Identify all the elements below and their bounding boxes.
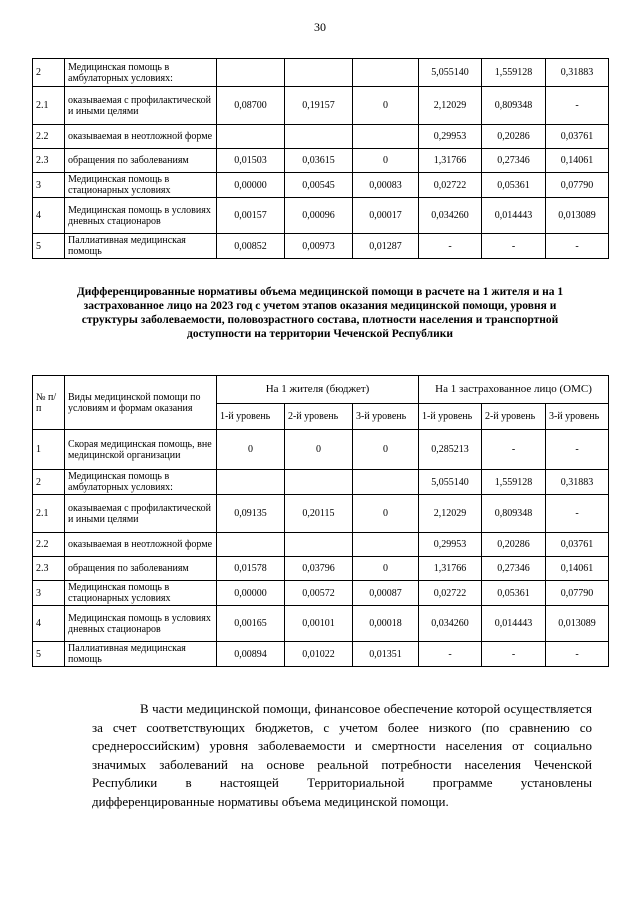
budget-level-2-cell: 0,00096	[285, 198, 353, 234]
oms-level-2-cell: -	[482, 234, 546, 259]
budget-level-1-cell: 0,00000	[217, 173, 285, 198]
care-type-cell: оказываемая в неотложной форме	[65, 125, 217, 149]
table-continuation-body	[33, 59, 609, 259]
table-row	[33, 198, 609, 234]
budget-level-1-cell	[217, 533, 285, 557]
budget-level-1-cell: 0,09135	[217, 495, 285, 533]
budget-level-3-cell: 0	[353, 495, 419, 533]
care-type-cell: оказываемая с профилактической и иными целями	[65, 87, 217, 125]
oms-level-3-cell: 0,07790	[546, 581, 609, 606]
oms-level-1-cell: 2,12029	[419, 87, 482, 125]
budget-level-3-cell: 0,01287	[353, 234, 419, 259]
header-level: 2-й уровень	[482, 404, 546, 430]
table-row	[33, 642, 609, 667]
budget-level-1-cell	[217, 125, 285, 149]
care-type-cell: обращения по заболеваниям	[65, 557, 217, 581]
budget-level-3-cell	[353, 533, 419, 557]
budget-level-2-cell: 0,19157	[285, 87, 353, 125]
row-number-cell: 1	[33, 430, 65, 470]
oms-level-1-cell: 1,31766	[419, 149, 482, 173]
oms-level-2-cell: 0,20286	[482, 125, 546, 149]
budget-level-3-cell: 0,00087	[353, 581, 419, 606]
budget-level-3-cell: 0,00017	[353, 198, 419, 234]
oms-level-1-cell: 0,034260	[419, 198, 482, 234]
oms-level-2-cell: 0,014443	[482, 198, 546, 234]
oms-level-3-cell: 0,03761	[546, 125, 609, 149]
oms-level-2-cell: 0,014443	[482, 606, 546, 642]
header-care-types: Виды медицинской помощи по условиям и формам оказания	[65, 376, 217, 430]
care-type-cell: оказываемая в неотложной форме	[65, 533, 217, 557]
oms-level-3-cell: -	[546, 234, 609, 259]
body-paragraph: В части медицинской помощи, финансовое обеспечение которой осуществляется за счет соответствующих бюджетов, с учетом более низкого (по сравнению со среднероссийским) уровня заболеваемости и смертности населения от социально значимых заболеваний на основе реальной потребности населения Чеченской Республики в настоящей Территориальной программе установлены дифференцированные нормативы объема медицинской помощи.	[92, 701, 592, 809]
budget-level-3-cell	[353, 125, 419, 149]
budget-level-1-cell: 0,01578	[217, 557, 285, 581]
header-group-budget: На 1 жителя (бюджет)	[217, 376, 419, 404]
oms-level-2-cell: 1,559128	[482, 59, 546, 87]
section-heading: Дифференцированные нормативы объема медицинской помощи в расчете на 1 жителя и на 1 застрахованное лицо на 2023 год с учетом этапов оказания медицинской помощи, уровня и структуры заболеваемости, половозрастного состава, плотности населения и транспортной доступности на территории Чеченской Республики	[76, 286, 564, 340]
oms-level-3-cell: -	[546, 87, 609, 125]
header-level: 3-й уровень	[546, 404, 609, 430]
care-type-cell: Медицинская помощь в стационарных условиях	[65, 173, 217, 198]
oms-level-2-cell: 0,27346	[482, 557, 546, 581]
row-number-cell: 3	[33, 173, 65, 198]
oms-level-1-cell: 0,02722	[419, 581, 482, 606]
row-number-cell: 2.3	[33, 557, 65, 581]
row-number-cell: 4	[33, 606, 65, 642]
oms-level-3-cell: 0,14061	[546, 557, 609, 581]
oms-level-3-cell: 0,31883	[546, 470, 609, 495]
oms-level-3-cell: 0,07790	[546, 173, 609, 198]
oms-level-1-cell: -	[419, 234, 482, 259]
care-type-cell: Паллиативная медицинская помощь	[65, 642, 217, 667]
care-type-cell: Медицинская помощь в амбулаторных условиях:	[65, 470, 217, 495]
table-continuation	[32, 58, 609, 259]
oms-level-3-cell: -	[546, 495, 609, 533]
row-number-cell: 2	[33, 470, 65, 495]
oms-level-2-cell: 1,559128	[482, 470, 546, 495]
table-row	[33, 59, 609, 87]
row-number-cell: 2	[33, 59, 65, 87]
oms-level-1-cell: 1,31766	[419, 557, 482, 581]
header-level: 3-й уровень	[353, 404, 419, 430]
budget-level-3-cell: 0	[353, 87, 419, 125]
oms-level-2-cell: -	[482, 642, 546, 667]
table-row	[33, 581, 609, 606]
budget-level-3-cell: 0	[353, 557, 419, 581]
oms-level-1-cell: 0,034260	[419, 606, 482, 642]
care-type-cell: Медицинская помощь в амбулаторных условиях:	[65, 59, 217, 87]
care-type-cell: оказываемая с профилактической и иными целями	[65, 495, 217, 533]
budget-level-2-cell	[285, 470, 353, 495]
budget-level-2-cell: 0,00545	[285, 173, 353, 198]
care-type-cell: Скорая медицинская помощь, вне медицинской организации	[65, 430, 217, 470]
table-row	[33, 430, 609, 470]
table-row	[33, 87, 609, 125]
budget-level-3-cell: 0,01351	[353, 642, 419, 667]
oms-level-2-cell: 0,27346	[482, 149, 546, 173]
budget-level-3-cell: 0,00018	[353, 606, 419, 642]
care-type-cell: Паллиативная медицинская помощь	[65, 234, 217, 259]
oms-level-3-cell: 0,013089	[546, 198, 609, 234]
budget-level-1-cell	[217, 470, 285, 495]
oms-level-3-cell: 0,013089	[546, 606, 609, 642]
oms-level-2-cell: 0,809348	[482, 87, 546, 125]
budget-level-2-cell	[285, 59, 353, 87]
oms-level-3-cell: 0,31883	[546, 59, 609, 87]
row-number-cell: 2.2	[33, 125, 65, 149]
header-group-oms: На 1 застрахованное лицо (ОМС)	[419, 376, 609, 404]
table-row	[33, 495, 609, 533]
oms-level-1-cell: 2,12029	[419, 495, 482, 533]
budget-level-3-cell: 0,00083	[353, 173, 419, 198]
row-number-cell: 2.1	[33, 87, 65, 125]
oms-level-3-cell: -	[546, 642, 609, 667]
oms-level-1-cell: 5,055140	[419, 59, 482, 87]
header-level: 1-й уровень	[419, 404, 482, 430]
budget-level-2-cell: 0,20115	[285, 495, 353, 533]
budget-level-2-cell: 0,00973	[285, 234, 353, 259]
table-row	[33, 149, 609, 173]
budget-level-1-cell: 0,08700	[217, 87, 285, 125]
table-differentiated-norms-body	[33, 430, 609, 667]
oms-level-2-cell: -	[482, 430, 546, 470]
table-differentiated-norms	[32, 375, 609, 667]
budget-level-1-cell: 0,01503	[217, 149, 285, 173]
row-number-cell: 2.3	[33, 149, 65, 173]
header-level: 2-й уровень	[285, 404, 353, 430]
budget-level-2-cell: 0,03615	[285, 149, 353, 173]
row-number-cell: 2.2	[33, 533, 65, 557]
table-row	[33, 606, 609, 642]
budget-level-3-cell	[353, 470, 419, 495]
row-number-cell: 4	[33, 198, 65, 234]
budget-level-2-cell	[285, 125, 353, 149]
oms-level-1-cell: 5,055140	[419, 470, 482, 495]
budget-level-1-cell: 0	[217, 430, 285, 470]
row-number-cell: 3	[33, 581, 65, 606]
budget-level-3-cell: 0	[353, 149, 419, 173]
budget-level-2-cell: 0,03796	[285, 557, 353, 581]
page-number: 30	[314, 20, 326, 34]
row-number-cell: 5	[33, 234, 65, 259]
care-type-cell: обращения по заболеваниям	[65, 149, 217, 173]
oms-level-1-cell: 0,29953	[419, 125, 482, 149]
oms-level-2-cell: 0,05361	[482, 581, 546, 606]
table-row	[33, 557, 609, 581]
budget-level-3-cell: 0	[353, 430, 419, 470]
oms-level-1-cell: 0,285213	[419, 430, 482, 470]
oms-level-1-cell: 0,02722	[419, 173, 482, 198]
header-number: № п/п	[33, 376, 65, 430]
table-row	[33, 173, 609, 198]
budget-level-2-cell: 0,00572	[285, 581, 353, 606]
budget-level-2-cell	[285, 533, 353, 557]
oms-level-3-cell: -	[546, 430, 609, 470]
budget-level-1-cell: 0,00157	[217, 198, 285, 234]
budget-level-2-cell: 0,00101	[285, 606, 353, 642]
budget-level-1-cell: 0,00852	[217, 234, 285, 259]
table-row	[33, 234, 609, 259]
care-type-cell: Медицинская помощь в стационарных условиях	[65, 581, 217, 606]
budget-level-3-cell	[353, 59, 419, 87]
table-row	[33, 470, 609, 495]
oms-level-3-cell: 0,14061	[546, 149, 609, 173]
oms-level-2-cell: 0,20286	[482, 533, 546, 557]
care-type-cell: Медицинская помощь в условиях дневных стационаров	[65, 606, 217, 642]
oms-level-1-cell: 0,29953	[419, 533, 482, 557]
budget-level-2-cell: 0	[285, 430, 353, 470]
budget-level-1-cell: 0,00000	[217, 581, 285, 606]
oms-level-2-cell: 0,809348	[482, 495, 546, 533]
table-row	[33, 533, 609, 557]
oms-level-2-cell: 0,05361	[482, 173, 546, 198]
table-row	[33, 125, 609, 149]
oms-level-1-cell: -	[419, 642, 482, 667]
care-type-cell: Медицинская помощь в условиях дневных стационаров	[65, 198, 217, 234]
budget-level-1-cell: 0,00894	[217, 642, 285, 667]
budget-level-2-cell: 0,01022	[285, 642, 353, 667]
header-level: 1-й уровень	[217, 404, 285, 430]
row-number-cell: 5	[33, 642, 65, 667]
budget-level-1-cell	[217, 59, 285, 87]
budget-level-1-cell: 0,00165	[217, 606, 285, 642]
row-number-cell: 2.1	[33, 495, 65, 533]
oms-level-3-cell: 0,03761	[546, 533, 609, 557]
